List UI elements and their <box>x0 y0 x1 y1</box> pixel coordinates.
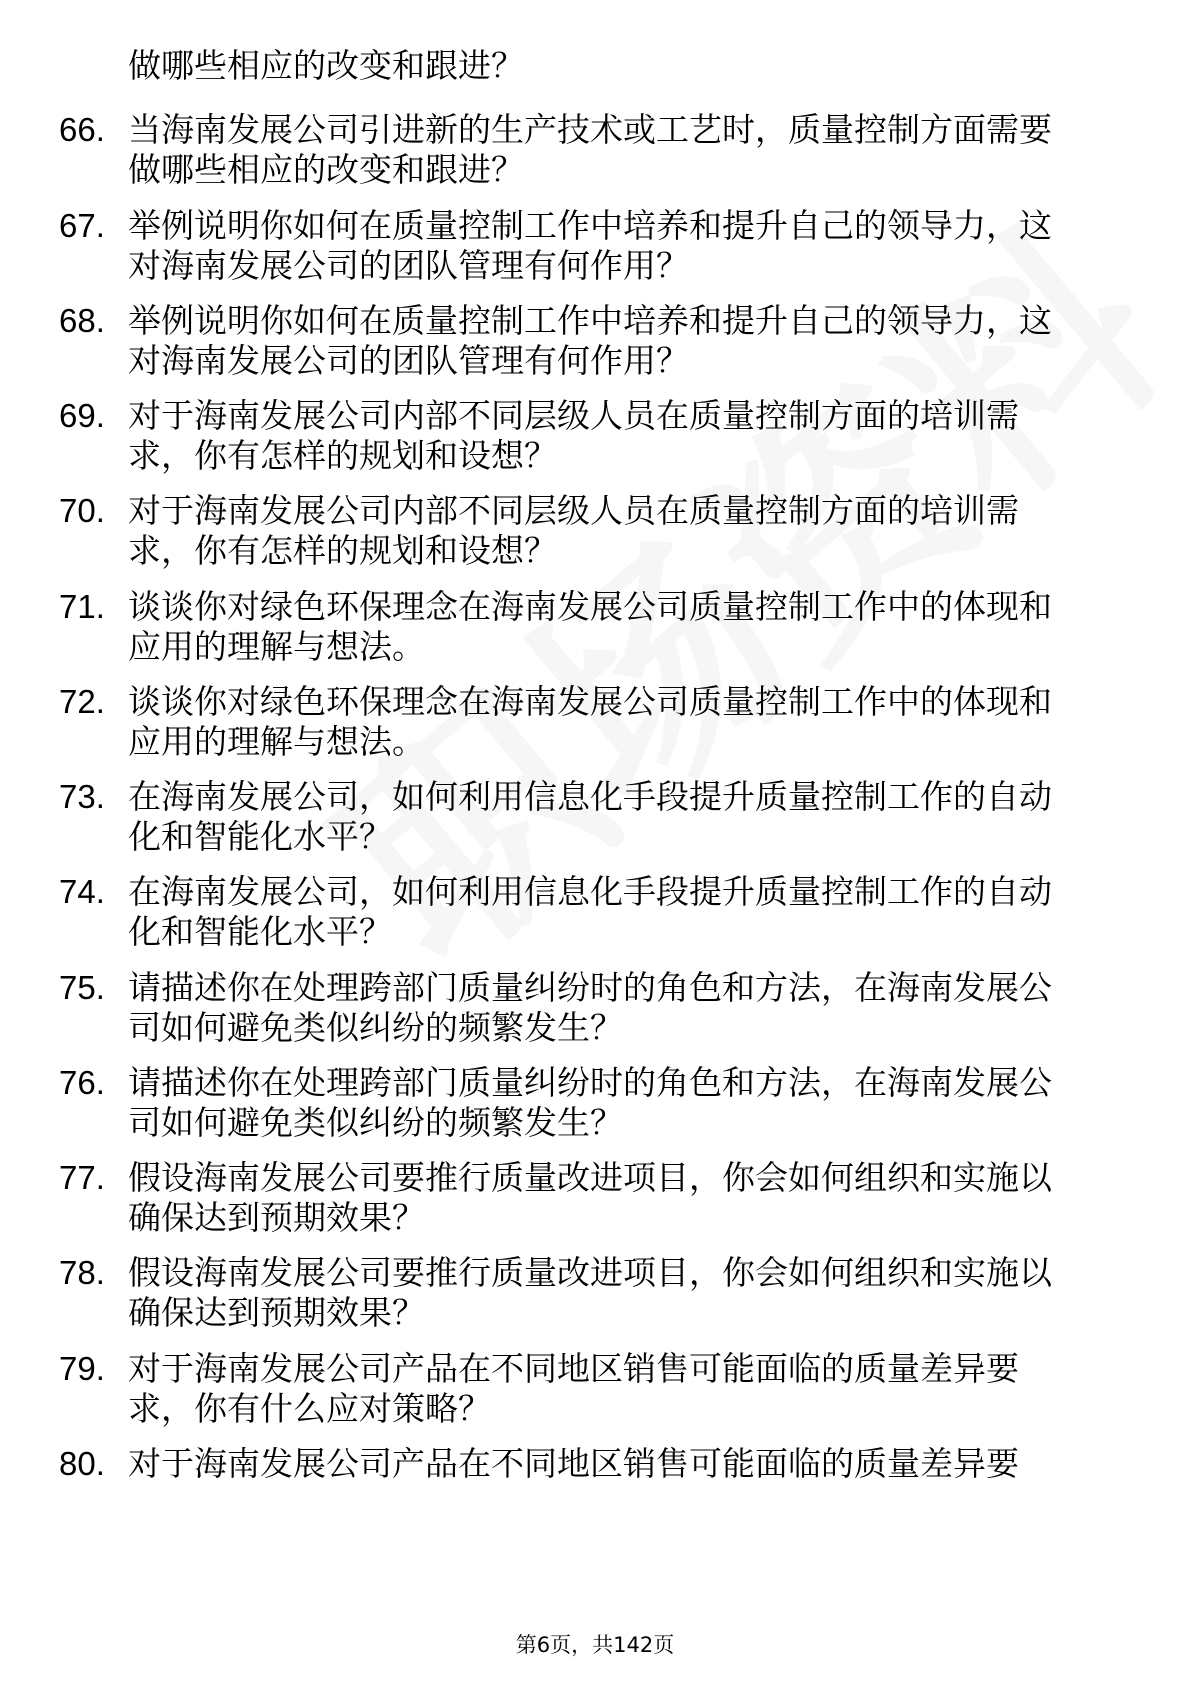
question-number: 77. <box>59 1159 105 1196</box>
question-number: 76. <box>59 1064 105 1101</box>
question-number: 74. <box>59 873 105 910</box>
question-text: 谈谈你对绿色环保理念在海南发展公司质量控制工作中的体现和 <box>128 682 1052 721</box>
question-text: 司如何避免类似纠纷的频繁发生？ <box>128 1008 623 1047</box>
question-text: 对海南发展公司的团队管理有何作用？ <box>128 341 689 380</box>
question-number: 68. <box>59 302 105 339</box>
question-text: 司如何避免类似纠纷的频繁发生？ <box>128 1103 623 1142</box>
question-text: 对于海南发展公司产品在不同地区销售可能面临的质量差异要 <box>128 1444 1019 1483</box>
question-number: 80. <box>59 1445 105 1482</box>
question-number: 79. <box>59 1350 105 1387</box>
question-text: 假设海南发展公司要推行质量改进项目，你会如何组织和实施以 <box>128 1253 1052 1292</box>
question-number: 69. <box>59 397 105 434</box>
question-text: 在海南发展公司，如何利用信息化手段提升质量控制工作的自动 <box>128 777 1052 816</box>
question-number: 73. <box>59 778 105 815</box>
question-text: 在海南发展公司，如何利用信息化手段提升质量控制工作的自动 <box>128 872 1052 911</box>
question-number: 67. <box>59 207 105 244</box>
question-text: 求，你有怎样的规划和设想？ <box>128 531 557 570</box>
question-number: 72. <box>59 683 105 720</box>
question-text: 做哪些相应的改变和跟进？ <box>128 150 524 189</box>
question-text: 当海南发展公司引进新的生产技术或工艺时，质量控制方面需要 <box>128 110 1052 149</box>
question-text: 谈谈你对绿色环保理念在海南发展公司质量控制工作中的体现和 <box>128 587 1052 626</box>
question-number: 75. <box>59 969 105 1006</box>
question-text: 请描述你在处理跨部门质量纠纷时的角色和方法，在海南发展公 <box>128 968 1052 1007</box>
question-text: 假设海南发展公司要推行质量改进项目，你会如何组织和实施以 <box>128 1158 1052 1197</box>
question-number: 70. <box>59 492 105 529</box>
question-number: 71. <box>59 588 105 625</box>
question-text: 举例说明你如何在质量控制工作中培养和提升自己的领导力，这 <box>128 301 1052 340</box>
question-text: 请描述你在处理跨部门质量纠纷时的角色和方法，在海南发展公 <box>128 1063 1052 1102</box>
page-number-footer: 第6页，共142页 <box>515 1633 675 1657</box>
question-text: 对于海南发展公司内部不同层级人员在质量控制方面的培训需 <box>128 491 1019 530</box>
question-text: 应用的理解与想法。 <box>128 722 425 761</box>
question-text: 对于海南发展公司内部不同层级人员在质量控制方面的培训需 <box>128 396 1019 435</box>
question-number: 78. <box>59 1254 105 1291</box>
question-text: 确保达到预期效果？ <box>128 1293 425 1332</box>
question-number: 66. <box>59 111 105 148</box>
question-text: 确保达到预期效果？ <box>128 1198 425 1237</box>
question-text: 对海南发展公司的团队管理有何作用？ <box>128 246 689 285</box>
question-text: 求，你有怎样的规划和设想？ <box>128 436 557 475</box>
question-text: 化和智能化水平？ <box>128 817 392 856</box>
question-text: 化和智能化水平？ <box>128 912 392 951</box>
question-text: 求，你有什么应对策略？ <box>128 1389 491 1428</box>
question-text: 应用的理解与想法。 <box>128 627 425 666</box>
question-text: 对于海南发展公司产品在不同地区销售可能面临的质量差异要 <box>128 1349 1019 1388</box>
question-text: 做哪些相应的改变和跟进？ <box>128 46 524 85</box>
question-text: 举例说明你如何在质量控制工作中培养和提升自己的领导力，这 <box>128 206 1052 245</box>
